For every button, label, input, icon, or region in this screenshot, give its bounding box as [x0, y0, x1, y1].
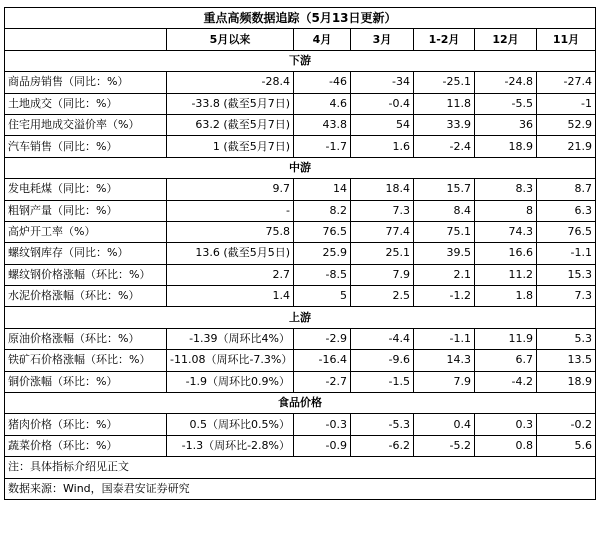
value-cell: 0.5（周环比0.5%） — [167, 414, 294, 435]
value-cell: -0.3 — [294, 414, 351, 435]
value-cell: -1.39（周环比4%） — [167, 328, 294, 349]
value-cell: 1.6 — [351, 136, 414, 157]
row-label: 商品房销售（同比：%） — [5, 72, 167, 93]
value-cell: 13.5 — [537, 350, 596, 371]
table-row — [5, 72, 596, 93]
value-cell: 76.5 — [537, 221, 596, 242]
value-cell: -28.4 — [167, 72, 294, 93]
table-row — [5, 328, 596, 349]
value-cell: 14 — [294, 179, 351, 200]
value-cell: 2.5 — [351, 286, 414, 307]
value-cell: -46 — [294, 72, 351, 93]
table-row — [5, 435, 596, 456]
value-cell: 25.1 — [351, 243, 414, 264]
value-cell: -1.9（周环比0.9%） — [167, 371, 294, 392]
row-label: 粗钢产量（同比：%） — [5, 200, 167, 221]
value-cell: 7.9 — [351, 264, 414, 285]
value-cell: -6.2 — [351, 435, 414, 456]
row-label: 猪肉价格（环比：%） — [5, 414, 167, 435]
value-cell: 77.4 — [351, 221, 414, 242]
value-cell: 8.2 — [294, 200, 351, 221]
header-cell-label — [5, 29, 167, 50]
value-cell: -4.4 — [351, 328, 414, 349]
row-label: 铁矿石价格涨幅（环比：%） — [5, 350, 167, 371]
value-cell: -1.3（周环比-2.8%） — [167, 435, 294, 456]
section-row — [5, 307, 596, 328]
value-cell: -5.5 — [475, 93, 537, 114]
value-cell: 0.4 — [414, 414, 475, 435]
value-cell: 9.7 — [167, 179, 294, 200]
value-cell: 54 — [351, 114, 414, 135]
value-cell: -1.1 — [414, 328, 475, 349]
row-label: 汽车销售（同比：%） — [5, 136, 167, 157]
row-label: 发电耗煤（同比：%） — [5, 179, 167, 200]
value-cell: 75.8 — [167, 221, 294, 242]
value-cell: 63.2 (截至5月7日) — [167, 114, 294, 135]
value-cell: 7.3 — [351, 200, 414, 221]
value-cell: 2.1 — [414, 264, 475, 285]
row-label: 土地成交（同比：%） — [5, 93, 167, 114]
value-cell: 5.3 — [537, 328, 596, 349]
footnote: 注：具体指标介绍见正文 — [5, 457, 596, 478]
header-cell-nov: 11月 — [537, 29, 596, 50]
row-label: 蔬菜价格（环比：%） — [5, 435, 167, 456]
value-cell: -2.4 — [414, 136, 475, 157]
table-row — [5, 114, 596, 135]
table-row — [5, 179, 596, 200]
value-cell: -5.3 — [351, 414, 414, 435]
value-cell: 25.9 — [294, 243, 351, 264]
header-cell-jan-feb: 1-2月 — [414, 29, 475, 50]
title-row — [5, 8, 596, 29]
value-cell: -0.2 — [537, 414, 596, 435]
value-cell: -1.7 — [294, 136, 351, 157]
value-cell: 8.4 — [414, 200, 475, 221]
header-row — [5, 29, 596, 50]
data-table — [4, 7, 596, 500]
section-row — [5, 50, 596, 71]
value-cell: 43.8 — [294, 114, 351, 135]
value-cell: 33.9 — [414, 114, 475, 135]
value-cell: 7.9 — [414, 371, 475, 392]
value-cell: 15.3 — [537, 264, 596, 285]
value-cell: 8 — [475, 200, 537, 221]
value-cell: -5.2 — [414, 435, 475, 456]
table-row — [5, 93, 596, 114]
row-label: 水泥价格涨幅（环比：%） — [5, 286, 167, 307]
row-label: 螺纹钢价格涨幅（环比：%） — [5, 264, 167, 285]
table-title: 重点高频数据追踪（5月13日更新） — [5, 8, 596, 29]
header-cell-since-may: 5月以来 — [167, 29, 294, 50]
value-cell: -4.2 — [475, 371, 537, 392]
value-cell: 8.3 — [475, 179, 537, 200]
value-cell: 11.8 — [414, 93, 475, 114]
value-cell: -24.8 — [475, 72, 537, 93]
value-cell: 6.3 — [537, 200, 596, 221]
value-cell: 76.5 — [294, 221, 351, 242]
value-cell: 2.7 — [167, 264, 294, 285]
value-cell: 52.9 — [537, 114, 596, 135]
section-title: 中游 — [5, 157, 596, 178]
value-cell: 16.6 — [475, 243, 537, 264]
table-row — [5, 414, 596, 435]
value-cell: 1 (截至5月7日) — [167, 136, 294, 157]
value-cell: 1.8 — [475, 286, 537, 307]
value-cell: -9.6 — [351, 350, 414, 371]
table-row — [5, 286, 596, 307]
note-row — [5, 478, 596, 499]
value-cell: 5.6 — [537, 435, 596, 456]
value-cell: -33.8 (截至5月7日) — [167, 93, 294, 114]
section-title: 下游 — [5, 50, 596, 71]
value-cell: 5 — [294, 286, 351, 307]
value-cell: 11.9 — [475, 328, 537, 349]
section-title: 上游 — [5, 307, 596, 328]
table-row — [5, 371, 596, 392]
value-cell: -27.4 — [537, 72, 596, 93]
value-cell: 4.6 — [294, 93, 351, 114]
value-cell: 7.3 — [537, 286, 596, 307]
table-row — [5, 221, 596, 242]
data-source: 数据来源：Wind，国泰君安证券研究 — [5, 478, 596, 499]
table-row — [5, 200, 596, 221]
value-cell: -2.7 — [294, 371, 351, 392]
header-cell-mar: 3月 — [351, 29, 414, 50]
value-cell: - — [167, 200, 294, 221]
value-cell: 18.4 — [351, 179, 414, 200]
section-title: 食品价格 — [5, 393, 596, 414]
table-row — [5, 350, 596, 371]
value-cell: -2.9 — [294, 328, 351, 349]
value-cell: -25.1 — [414, 72, 475, 93]
value-cell: 11.2 — [475, 264, 537, 285]
table-row — [5, 136, 596, 157]
table-row — [5, 264, 596, 285]
header-cell-apr: 4月 — [294, 29, 351, 50]
value-cell: 0.8 — [475, 435, 537, 456]
value-cell: 13.6 (截至5月5日) — [167, 243, 294, 264]
value-cell: 14.3 — [414, 350, 475, 371]
row-label: 螺纹钢库存（同比：%） — [5, 243, 167, 264]
value-cell: -1.2 — [414, 286, 475, 307]
value-cell: 75.1 — [414, 221, 475, 242]
value-cell: -1.5 — [351, 371, 414, 392]
value-cell: 39.5 — [414, 243, 475, 264]
value-cell: -0.9 — [294, 435, 351, 456]
section-row — [5, 393, 596, 414]
value-cell: -34 — [351, 72, 414, 93]
value-cell: 15.7 — [414, 179, 475, 200]
section-row — [5, 157, 596, 178]
value-cell: 74.3 — [475, 221, 537, 242]
row-label: 住宅用地成交溢价率（%） — [5, 114, 167, 135]
table-row — [5, 243, 596, 264]
value-cell: 18.9 — [537, 371, 596, 392]
row-label: 原油价格涨幅（环比：%） — [5, 328, 167, 349]
value-cell: -1 — [537, 93, 596, 114]
value-cell: -11.08（周环比-7.3%） — [167, 350, 294, 371]
value-cell: 1.4 — [167, 286, 294, 307]
value-cell: 36 — [475, 114, 537, 135]
value-cell: 21.9 — [537, 136, 596, 157]
value-cell: 8.7 — [537, 179, 596, 200]
value-cell: -8.5 — [294, 264, 351, 285]
value-cell: -0.4 — [351, 93, 414, 114]
row-label: 高炉开工率（%） — [5, 221, 167, 242]
value-cell: 6.7 — [475, 350, 537, 371]
header-cell-dec: 12月 — [475, 29, 537, 50]
value-cell: 18.9 — [475, 136, 537, 157]
row-label: 铜价涨幅（环比：%） — [5, 371, 167, 392]
value-cell: 0.3 — [475, 414, 537, 435]
value-cell: -16.4 — [294, 350, 351, 371]
value-cell: -1.1 — [537, 243, 596, 264]
note-row — [5, 457, 596, 478]
